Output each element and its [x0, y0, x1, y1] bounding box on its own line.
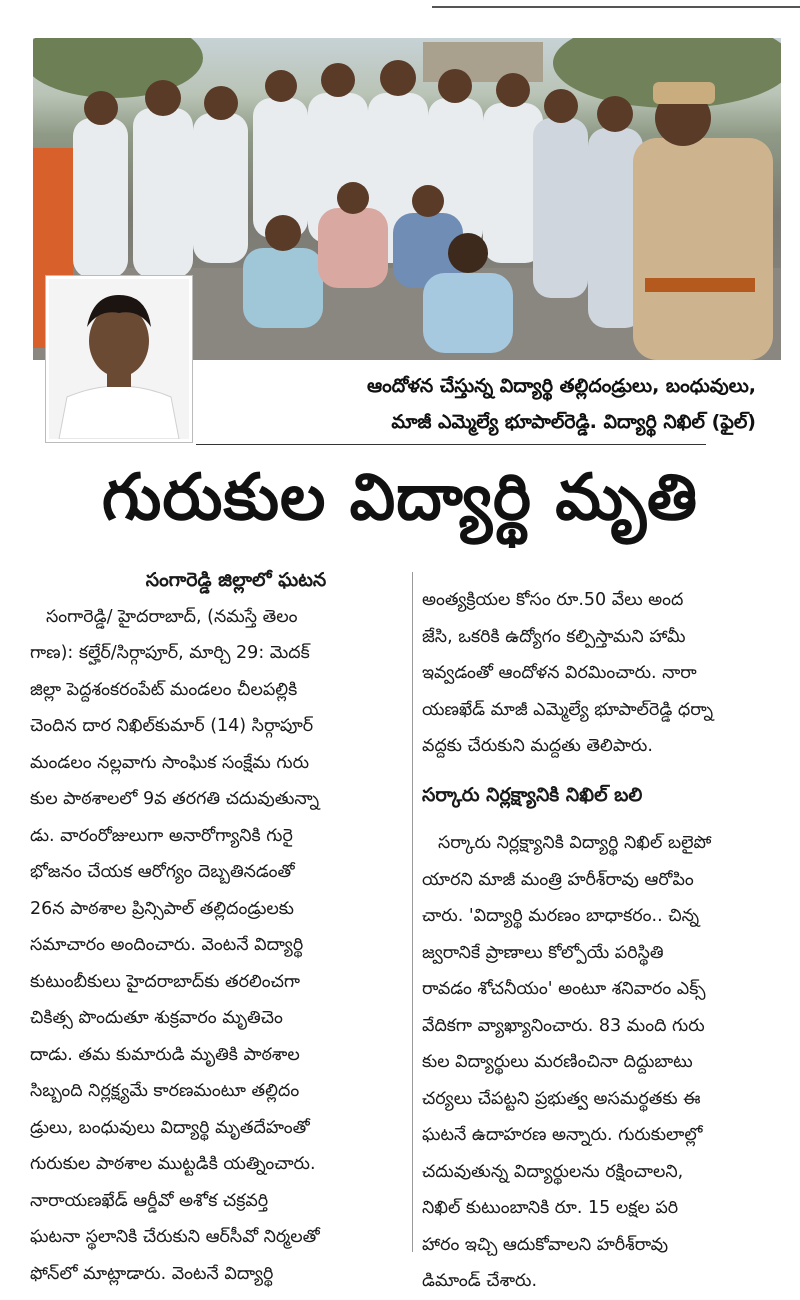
- right-line: ఇవ్వడంతో ఆందోళన విరమించారు. నారా: [422, 663, 697, 683]
- column-divider: [412, 572, 413, 1252]
- right-line: హారం ఇచ్చి ఆదుకోవాలని హరీశ్‌రావు: [422, 1234, 669, 1255]
- right-line: వేదికగా వ్యాఖ్యానించారు. 83 మంది గురు: [422, 1015, 705, 1036]
- left-line: గాణ): కల్హేర్/సిర్గాపూర్, మార్చి 29: మెదక్: [30, 643, 310, 663]
- right-line: జేసి, ఒకరికి ఉద్యోగం కల్పిస్తామని హామీ: [422, 626, 686, 647]
- photo-caption: [196, 368, 756, 440]
- left-line: కుటుంబీకులు హైదరాబాద్‌కు తరలించగా: [30, 971, 301, 992]
- right-line: రావడం శోచనీయం' అంటూ శనివారం ఎక్స్: [422, 979, 706, 999]
- left-subheading: సంగారెడ్డి జిల్లాలో ఘటన: [145, 569, 327, 591]
- caption-rule: [196, 444, 706, 445]
- left-line: చెందిన దార నిఖిల్‌కుమార్ (14) సిర్గాపూర్: [30, 716, 314, 736]
- left-line: సమాచారం అందించారు. వెంటనే విద్యార్థి: [30, 935, 304, 955]
- student-portrait: [49, 279, 189, 439]
- left-line: ఫోన్‌లో మాట్లాడారు. వెంటనే విద్యార్థి: [30, 1263, 274, 1284]
- left-line: కుల పాఠశాలలో 9వ తరగతి చదువుతున్నా: [30, 789, 320, 809]
- right-line: అంత్యక్రియల కోసం రూ.50 వేలు అంద: [422, 590, 684, 610]
- left-line: 26న పాఠశాల ప్రిన్సిపాల్ తల్లిదండ్రులకు: [30, 898, 294, 919]
- right-column: [422, 582, 782, 1300]
- right-subheading: సర్కారు నిర్లక్ష్యానికి నిఖిల్ బలి: [422, 783, 643, 806]
- right-line: చదువుతున్న విద్యార్థులను రక్షించాలని,: [422, 1161, 684, 1182]
- headline: గురుకుల విద్యార్థి మృతి: [101, 461, 699, 535]
- right-line: యణఖేడ్ మాజీ ఎమ్మెల్యే భూపాల్‌రెడ్డి ధర్నా: [422, 699, 713, 720]
- right-line: చర్యలు చేపట్టని ప్రభుత్వ అసమర్థతకు ఈ: [422, 1088, 701, 1109]
- left-line: నారాయణఖేడ్ ఆర్డీవో అశోక చక్రవర్తి: [30, 1190, 269, 1211]
- left-line: సిబ్బంది నిర్లక్ష్యమే కారణమంటూ తల్లిదం: [30, 1081, 300, 1101]
- left-line: భోజనం చేయక ఆరోగ్యం దెబ్బతినడంతో: [30, 862, 295, 882]
- left-column: [30, 562, 402, 1292]
- right-line: సర్కారు నిర్లక్ష్యానికి విద్యార్థి నిఖిల్ బలైపో: [438, 833, 712, 853]
- right-line: చారు. 'విద్యార్థి మరణం బాధాకరం.. చిన్న: [422, 906, 700, 926]
- inset-photo-student: [46, 276, 192, 442]
- left-line: మండలం నల్లవాగు సాంఘిక సంక్షేమ గురు: [30, 752, 310, 773]
- left-line: సంగారెడ్డి/ హైదరాబాద్, (నమస్తే తెలం: [46, 606, 298, 627]
- right-line: నిఖిల్ కుటుంబానికి రూ. 15 లక్షల పరి: [422, 1198, 679, 1218]
- left-line: చికిత్స పొందుతూ శుక్రవారం మృతిచెం: [30, 1008, 283, 1028]
- right-line: ఘటనే ఉదాహరణ అన్నారు. గురుకులాల్లో: [422, 1125, 703, 1145]
- top-rule: [432, 6, 800, 8]
- right-line: కుల విద్యార్థులు మరణించినా దిద్దుబాటు: [422, 1052, 693, 1072]
- right-line: డిమాండ్ చేశారు.: [422, 1271, 538, 1291]
- left-line: డు. వారంరోజులుగా అనారోగ్యానికి గురై: [30, 825, 293, 846]
- left-line: డ్రులు, బంధువులు విద్యార్థి మృతదేహంతో: [30, 1117, 310, 1138]
- right-line: జ్వరానికే ప్రాణాలు కోల్పోయే పరిస్థితి: [422, 942, 664, 963]
- left-line: దాడు. తమ కుమారుడి మృతికి పాఠశాల: [30, 1044, 300, 1065]
- left-line: గురుకుల పాఠశాల ముట్టడికి యత్నించారు.: [30, 1154, 316, 1174]
- caption-line-2: మాజీ ఎమ్మెల్యే భూపాల్‌రెడ్డి. విద్యార్థి నిఖిల్ (ఫైల్): [391, 411, 756, 433]
- left-line: జిల్లా పెద్దశంకరంపేట్ మండలం చీలపల్లికి: [30, 679, 298, 700]
- left-line: ఘటనా స్థలానికి చేరుకుని ఆర్‌సీవో నిర్మలతో: [30, 1227, 320, 1247]
- right-line: వద్దకు చేరుకుని మద్దతు తెలిపారు.: [422, 736, 653, 756]
- caption-line-1: ఆందోళన చేస్తున్న విద్యార్థి తల్లిదండ్రులు, బంధువులు,: [367, 375, 756, 397]
- right-line: యారని మాజీ మంత్రి హరీశ్‌రావు ఆరోపిం: [422, 869, 694, 890]
